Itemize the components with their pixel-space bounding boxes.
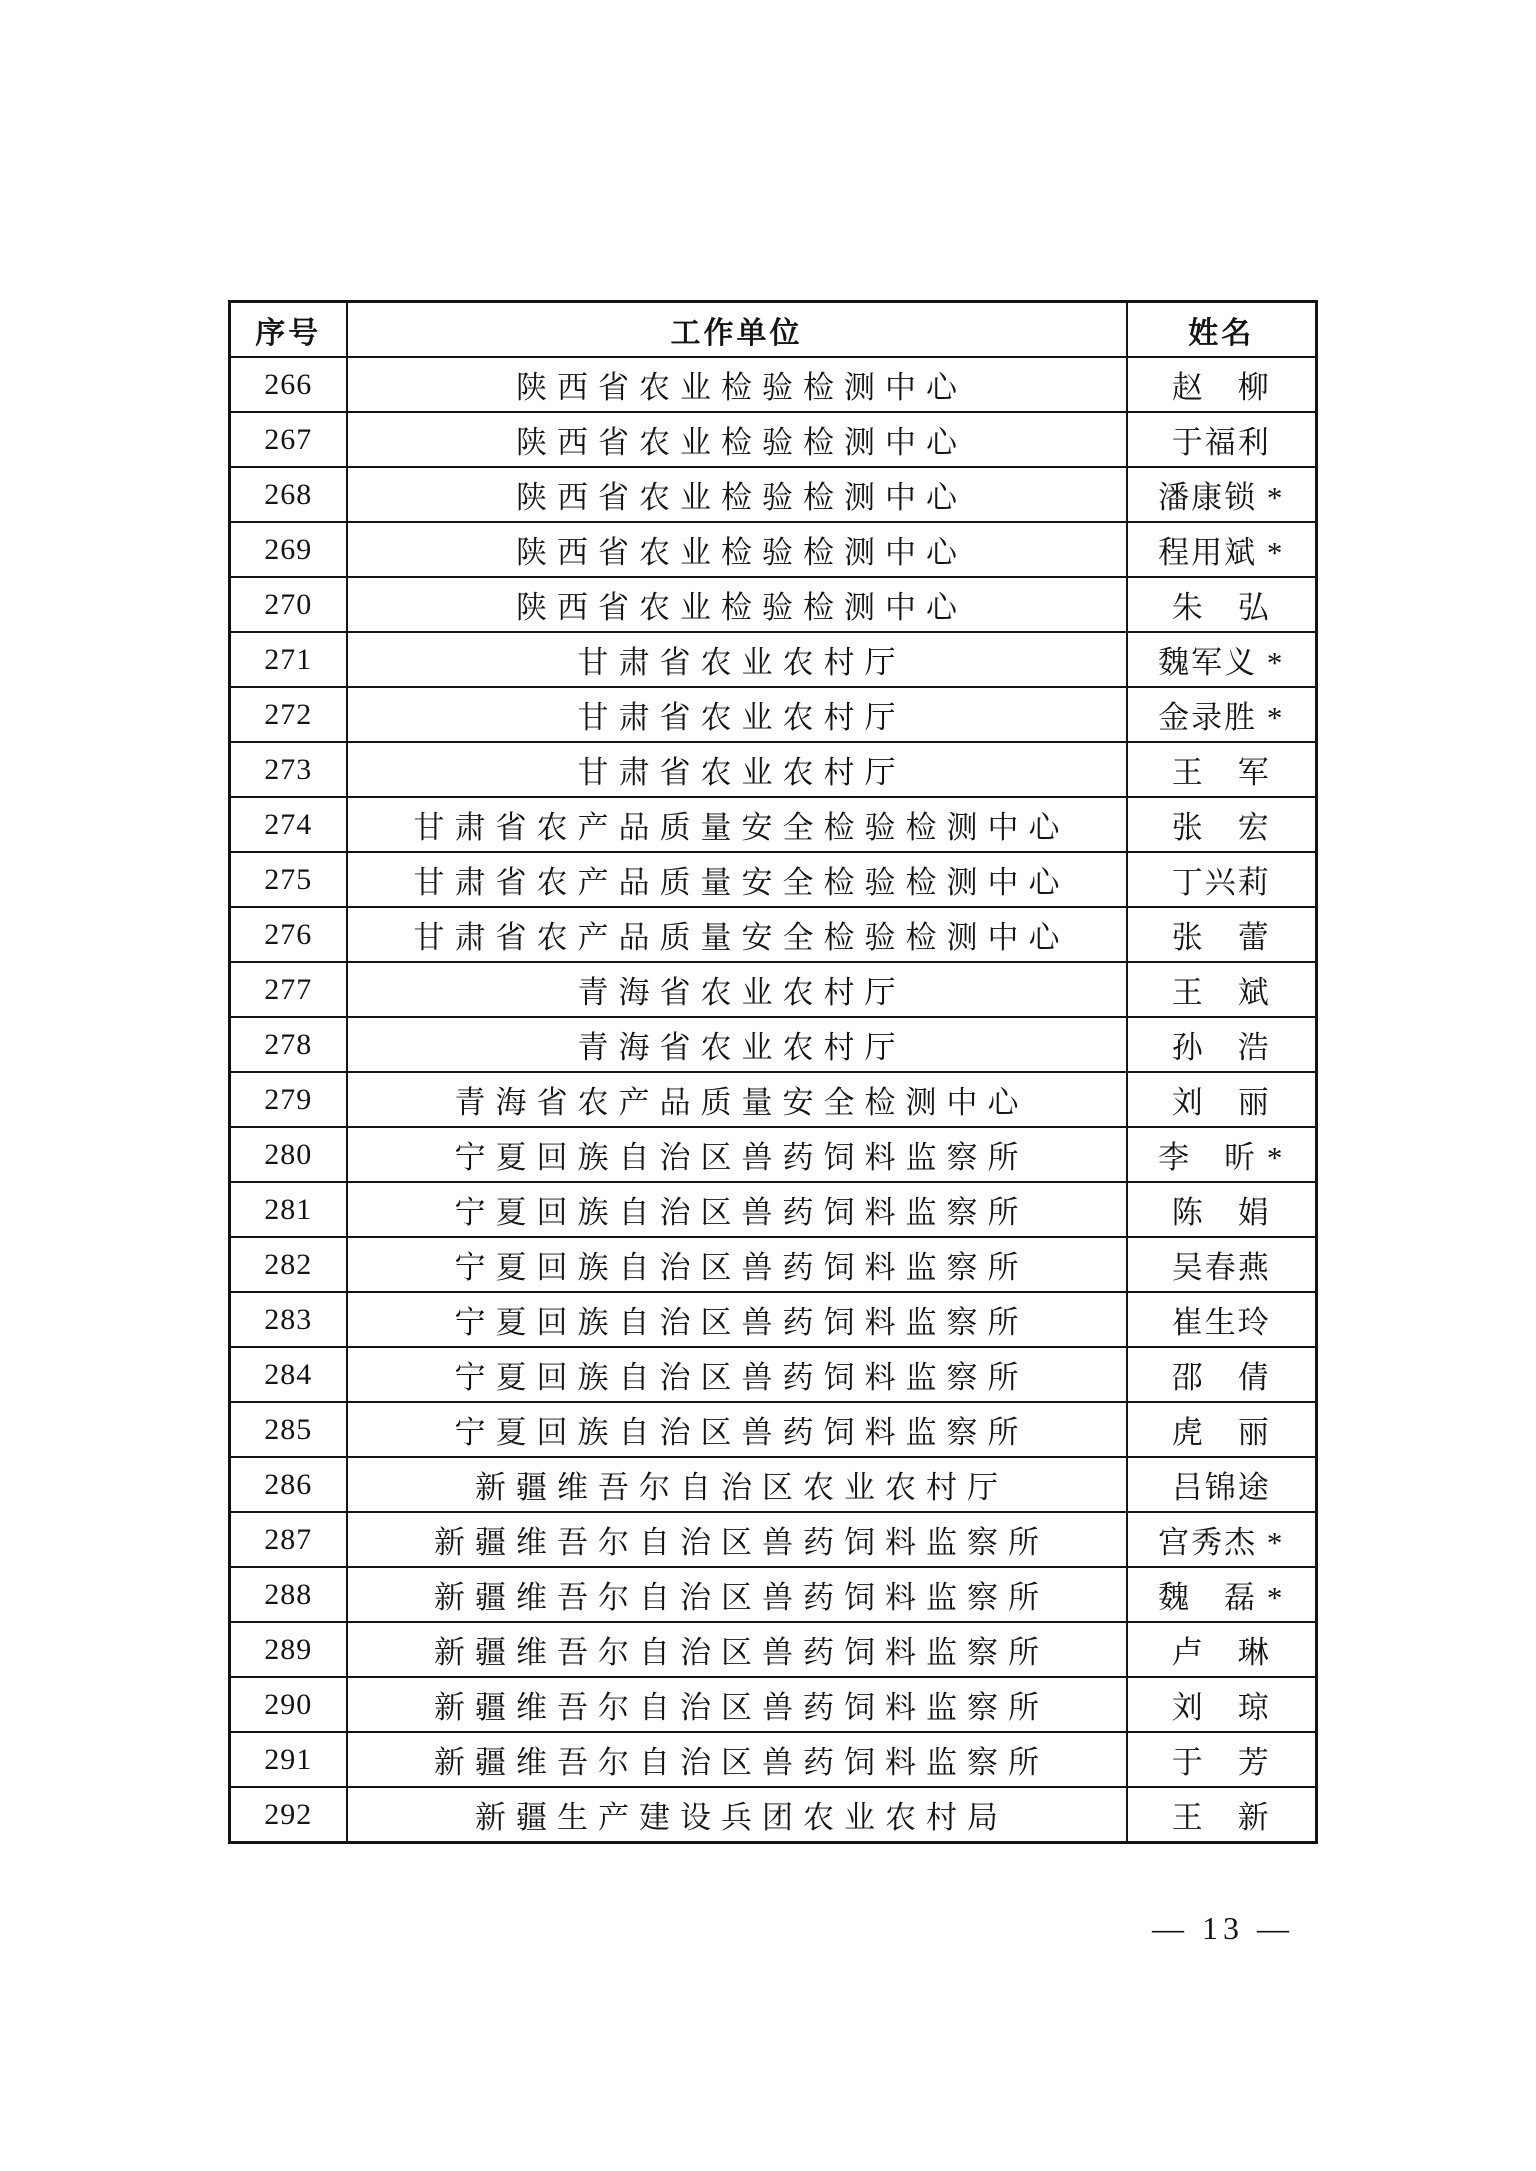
table-row bbox=[230, 1347, 1317, 1402]
table-row bbox=[230, 1127, 1317, 1182]
table-row bbox=[230, 907, 1317, 962]
roster-table-body bbox=[230, 357, 1317, 1843]
work-unit-cell: 青海省农业农村厅 bbox=[347, 962, 1127, 1017]
row-index-cell: 279 bbox=[230, 1072, 347, 1127]
person-name-cell: 刘 丽 bbox=[1127, 1072, 1317, 1127]
table-row bbox=[230, 577, 1317, 632]
table-row bbox=[230, 522, 1317, 577]
work-unit-cell: 青海省农产品质量安全检测中心 bbox=[347, 1072, 1127, 1127]
person-name-cell: 程用斌 * bbox=[1127, 522, 1317, 577]
table-row bbox=[230, 1732, 1317, 1787]
table-row bbox=[230, 687, 1317, 742]
row-index-cell: 280 bbox=[230, 1127, 347, 1182]
table-row bbox=[230, 852, 1317, 907]
work-unit-cell: 宁夏回族自治区兽药饲料监察所 bbox=[347, 1292, 1127, 1347]
col-header-name: 姓名 bbox=[1127, 302, 1317, 358]
person-name-cell: 张 宏 bbox=[1127, 797, 1317, 852]
row-index-cell: 286 bbox=[230, 1457, 347, 1512]
row-index-cell: 285 bbox=[230, 1402, 347, 1457]
work-unit-cell: 新疆维吾尔自治区兽药饲料监察所 bbox=[347, 1622, 1127, 1677]
person-name-cell: 赵 柳 bbox=[1127, 357, 1317, 412]
work-unit-cell: 甘肃省农业农村厅 bbox=[347, 687, 1127, 742]
row-index-cell: 272 bbox=[230, 687, 347, 742]
person-name-cell: 王 斌 bbox=[1127, 962, 1317, 1017]
work-unit-cell: 甘肃省农业农村厅 bbox=[347, 632, 1127, 687]
row-index-cell: 278 bbox=[230, 1017, 347, 1072]
row-index-cell: 267 bbox=[230, 412, 347, 467]
table-header-row bbox=[230, 302, 1317, 358]
table-row bbox=[230, 1017, 1317, 1072]
work-unit-cell: 陕西省农业检验检测中心 bbox=[347, 522, 1127, 577]
work-unit-cell: 陕西省农业检验检测中心 bbox=[347, 412, 1127, 467]
work-unit-cell: 宁夏回族自治区兽药饲料监察所 bbox=[347, 1402, 1127, 1457]
work-unit-cell: 新疆维吾尔自治区兽药饲料监察所 bbox=[347, 1732, 1127, 1787]
work-unit-cell: 甘肃省农业农村厅 bbox=[347, 742, 1127, 797]
person-name-cell: 张 蕾 bbox=[1127, 907, 1317, 962]
person-name-cell: 李 昕 * bbox=[1127, 1127, 1317, 1182]
work-unit-cell: 陕西省农业检验检测中心 bbox=[347, 357, 1127, 412]
table-row bbox=[230, 1292, 1317, 1347]
table-row bbox=[230, 467, 1317, 522]
work-unit-cell: 宁夏回族自治区兽药饲料监察所 bbox=[347, 1347, 1127, 1402]
row-index-cell: 270 bbox=[230, 577, 347, 632]
work-unit-cell: 宁夏回族自治区兽药饲料监察所 bbox=[347, 1237, 1127, 1292]
row-index-cell: 281 bbox=[230, 1182, 347, 1237]
person-name-cell: 邵 倩 bbox=[1127, 1347, 1317, 1402]
table-row bbox=[230, 1677, 1317, 1732]
table-row bbox=[230, 1622, 1317, 1677]
person-name-cell: 崔生玲 bbox=[1127, 1292, 1317, 1347]
row-index-cell: 266 bbox=[230, 357, 347, 412]
row-index-cell: 273 bbox=[230, 742, 347, 797]
work-unit-cell: 新疆生产建设兵团农业农村局 bbox=[347, 1787, 1127, 1843]
table-row bbox=[230, 357, 1317, 412]
person-name-cell: 陈 娟 bbox=[1127, 1182, 1317, 1237]
work-unit-cell: 宁夏回族自治区兽药饲料监察所 bbox=[347, 1127, 1127, 1182]
table-row bbox=[230, 962, 1317, 1017]
work-unit-cell: 陕西省农业检验检测中心 bbox=[347, 577, 1127, 632]
person-name-cell: 刘 琼 bbox=[1127, 1677, 1317, 1732]
person-name-cell: 金录胜 * bbox=[1127, 687, 1317, 742]
table-row bbox=[230, 632, 1317, 687]
person-name-cell: 丁兴莉 bbox=[1127, 852, 1317, 907]
page-number: — 13 — bbox=[1152, 1910, 1294, 1946]
work-unit-cell: 新疆维吾尔自治区农业农村厅 bbox=[347, 1457, 1127, 1512]
table-row bbox=[230, 1567, 1317, 1622]
col-header-index: 序号 bbox=[230, 302, 347, 358]
person-name-cell: 潘康锁 * bbox=[1127, 467, 1317, 522]
work-unit-cell: 陕西省农业检验检测中心 bbox=[347, 467, 1127, 522]
person-name-cell: 吴春燕 bbox=[1127, 1237, 1317, 1292]
table-row bbox=[230, 1787, 1317, 1843]
table-row bbox=[230, 1512, 1317, 1567]
table-row bbox=[230, 1457, 1317, 1512]
work-unit-cell: 甘肃省农产品质量安全检验检测中心 bbox=[347, 852, 1127, 907]
table-row bbox=[230, 797, 1317, 852]
row-index-cell: 271 bbox=[230, 632, 347, 687]
row-index-cell: 289 bbox=[230, 1622, 347, 1677]
work-unit-cell: 甘肃省农产品质量安全检验检测中心 bbox=[347, 797, 1127, 852]
row-index-cell: 282 bbox=[230, 1237, 347, 1292]
col-header-work-unit: 工作单位 bbox=[347, 302, 1127, 358]
person-name-cell: 孙 浩 bbox=[1127, 1017, 1317, 1072]
person-name-cell: 于 芳 bbox=[1127, 1732, 1317, 1787]
row-index-cell: 276 bbox=[230, 907, 347, 962]
person-name-cell: 朱 弘 bbox=[1127, 577, 1317, 632]
table-row bbox=[230, 1402, 1317, 1457]
work-unit-cell: 甘肃省农产品质量安全检验检测中心 bbox=[347, 907, 1127, 962]
row-index-cell: 288 bbox=[230, 1567, 347, 1622]
table-row bbox=[230, 1182, 1317, 1237]
work-unit-cell: 新疆维吾尔自治区兽药饲料监察所 bbox=[347, 1512, 1127, 1567]
work-unit-cell: 宁夏回族自治区兽药饲料监察所 bbox=[347, 1182, 1127, 1237]
person-name-cell: 王 军 bbox=[1127, 742, 1317, 797]
row-index-cell: 287 bbox=[230, 1512, 347, 1567]
row-index-cell: 268 bbox=[230, 467, 347, 522]
person-name-cell: 吕锦途 bbox=[1127, 1457, 1317, 1512]
table-row bbox=[230, 1237, 1317, 1292]
row-index-cell: 277 bbox=[230, 962, 347, 1017]
row-index-cell: 284 bbox=[230, 1347, 347, 1402]
table-row bbox=[230, 1072, 1317, 1127]
person-name-cell: 魏 磊 * bbox=[1127, 1567, 1317, 1622]
row-index-cell: 283 bbox=[230, 1292, 347, 1347]
table-row bbox=[230, 742, 1317, 797]
row-index-cell: 275 bbox=[230, 852, 347, 907]
row-index-cell: 269 bbox=[230, 522, 347, 577]
person-name-cell: 卢 琳 bbox=[1127, 1622, 1317, 1677]
person-name-cell: 于福利 bbox=[1127, 412, 1317, 467]
work-unit-cell: 青海省农业农村厅 bbox=[347, 1017, 1127, 1072]
work-unit-cell: 新疆维吾尔自治区兽药饲料监察所 bbox=[347, 1567, 1127, 1622]
table-row bbox=[230, 412, 1317, 467]
work-unit-cell: 新疆维吾尔自治区兽药饲料监察所 bbox=[347, 1677, 1127, 1732]
person-name-cell: 魏军义 * bbox=[1127, 632, 1317, 687]
person-name-cell: 王 新 bbox=[1127, 1787, 1317, 1843]
person-name-cell: 虎 丽 bbox=[1127, 1402, 1317, 1457]
row-index-cell: 290 bbox=[230, 1677, 347, 1732]
person-name-cell: 宫秀杰 * bbox=[1127, 1512, 1317, 1567]
roster-table bbox=[228, 300, 1318, 1844]
row-index-cell: 291 bbox=[230, 1732, 347, 1787]
row-index-cell: 292 bbox=[230, 1787, 347, 1843]
row-index-cell: 274 bbox=[230, 797, 347, 852]
